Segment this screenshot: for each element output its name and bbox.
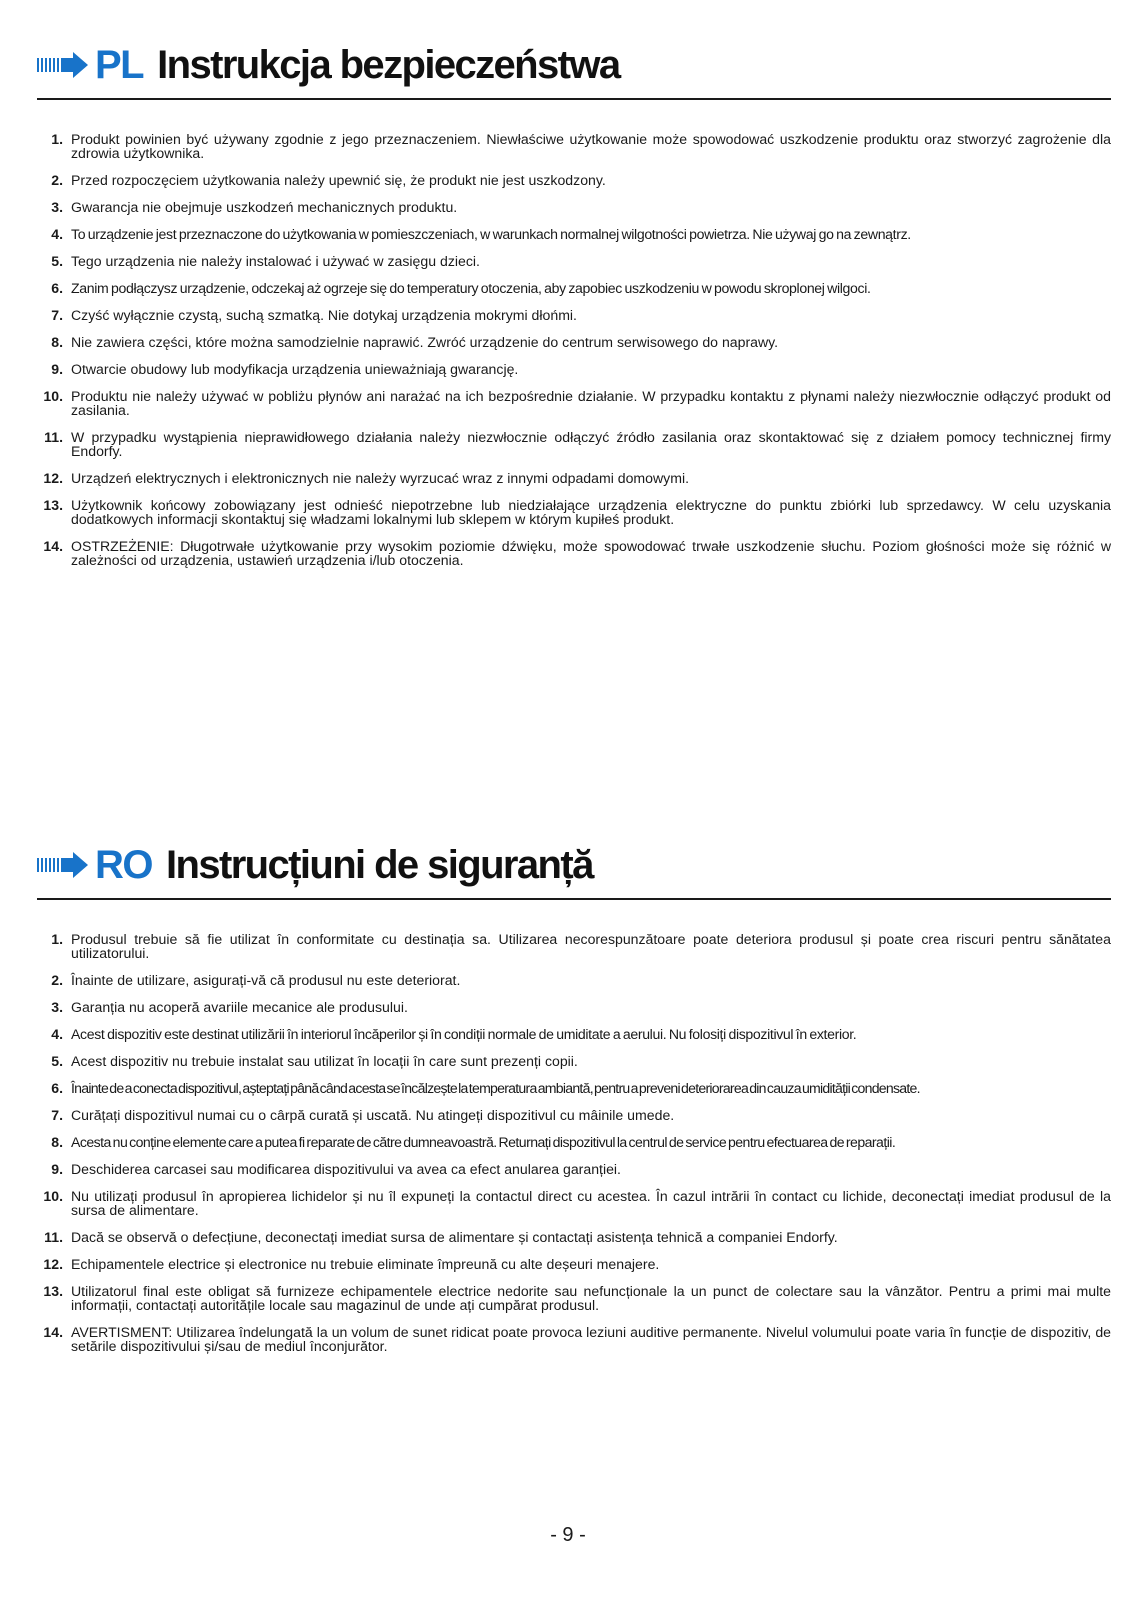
item-number: 12.: [43, 1256, 63, 1272]
item-text: Nie zawiera części, które można samodzielnie naprawić. Zwróć urządzenie do centrum serwisowego do naprawy.: [71, 334, 779, 350]
item-number: 3.: [51, 999, 63, 1015]
item-text: Produktu nie należy używać w pobliżu płynów ani narażać na ich bezpośrednie działanie. W przypadku kontaktu z płynami należy niezwłocznie odłączyć produkt od zasilania.: [71, 388, 1111, 418]
item-number: 7.: [51, 1107, 63, 1123]
list-item: [37, 254, 1111, 268]
item-number: 6.: [51, 1080, 63, 1096]
item-number: 11.: [44, 429, 63, 445]
item-text: Gwarancja nie obejmuje uszkodzeń mechanicznych produktu.: [71, 199, 458, 215]
list-item: [37, 1230, 1111, 1244]
list-item: [37, 281, 1111, 295]
item-text: Zanim podłączysz urządzenie, odczekaj aż ogrzeje się do temperatury otoczenia, aby zapobiec uszkodzeniu w powodu skroplonej wilgoci.: [71, 280, 871, 296]
list-item: [37, 173, 1111, 187]
item-text: Otwarcie obudowy lub modyfikacja urządzenia unieważniają gwarancję.: [71, 361, 519, 377]
item-text: Garanția nu acoperă avariile mecanice ale produsului.: [71, 999, 408, 1015]
item-number: 14.: [43, 1324, 63, 1340]
list-item: [37, 1081, 1111, 1095]
item-text: Înainte de a conecta dispozitivul, așteptați până când acesta se încălzește la temperatura ambiantă, pentru a preveni deteriorarea din cauza umidității condensate.: [71, 1080, 920, 1096]
item-number: 2.: [51, 172, 63, 188]
language-code: PL: [95, 42, 144, 87]
list-item: [37, 973, 1111, 987]
item-text: W przypadku wystąpienia nieprawidłowego działania należy niezwłocznie odłączyć źródło zasilania oraz skontaktować się z działem pomocy technicznej firmy Endorfy.: [71, 429, 1111, 459]
item-number: 5.: [51, 253, 63, 269]
item-number: 13.: [43, 497, 63, 513]
item-text: Curățați dispozitivul numai cu o cârpă curată și uscată. Nu atingeți dispozitivul cu mâinile umede.: [71, 1107, 675, 1123]
list-item: [37, 335, 1111, 349]
item-text: To urządzenie jest przeznaczone do użytkowania w pomieszczeniach, w warunkach normalnej wilgotności powietrza. Nie używaj go na zewnątrz.: [71, 226, 911, 242]
item-number: 14.: [43, 538, 63, 554]
section-heading: [37, 838, 1111, 900]
list-item: [37, 498, 1111, 526]
list-item: [37, 308, 1111, 322]
list-item: [37, 132, 1111, 160]
item-text: Nu utilizați produsul în apropierea lichidelor și nu îl expuneți la contactul direct cu acestea. În cazul intrării în contact cu lichide, deconectați imediat produsul de la sursa de alimentare.: [71, 1188, 1111, 1218]
list-item: [37, 362, 1111, 376]
language-code: RO: [95, 842, 152, 887]
arrow-right-icon: [37, 51, 89, 79]
item-number: 5.: [51, 1053, 63, 1069]
item-text: Urządzeń elektrycznych i elektronicznych nie należy wyrzucać wraz z innymi odpadami domowymi.: [71, 470, 690, 486]
list-item: [37, 1325, 1111, 1353]
list-item: [37, 1027, 1111, 1041]
list-item: [37, 430, 1111, 458]
section-ro: [37, 838, 1111, 1353]
list-item: [37, 200, 1111, 214]
list-item: [37, 227, 1111, 241]
item-number: 9.: [51, 361, 63, 377]
arrow-right-icon: [37, 851, 89, 879]
item-number: 1.: [51, 931, 63, 947]
list-item: [37, 1284, 1111, 1312]
item-text: OSTRZEŻENIE: Długotrwałe użytkowanie przy wysokim poziomie dźwięku, może spowodować trwałe uszkodzenie słuchu. Poziom głośności może się różnić w zależności od urządzenia, ustawień urządzenia i/lub otoczenia.: [71, 538, 1111, 568]
list-item: [37, 1108, 1111, 1122]
item-text: Utilizatorul final este obligat să furnizeze echipamentele electrice nedorite sau nefuncționale la un punct de colectare sau la vânzător. Pentru a primi mai multe informații, contactați autoritățile locale sau magazinul de unde ați cumpărat produsul.: [71, 1283, 1111, 1313]
section-heading: [37, 38, 1111, 100]
item-text: Produkt powinien być używany zgodnie z jego przeznaczeniem. Niewłaściwe użytkowanie może spowodować uszkodzenie produktu oraz stworzyć zagrożenie dla zdrowia użytkownika.: [71, 131, 1111, 161]
item-text: Acesta nu conține elemente care a putea fi reparate de către dumneavoastră. Returnați dispozitivul la centrul de service pentru efectuarea de reparații.: [71, 1134, 896, 1150]
item-number: 7.: [51, 307, 63, 323]
item-text: Echipamentele electrice și electronice nu trebuie eliminate împreună cu alte deșeuri menajere.: [71, 1256, 660, 1272]
list-item: [37, 471, 1111, 485]
item-text: Użytkownik końcowy zobowiązany jest odnieść niepotrzebne lub niedziałające urządzenia elektryczne do punktu zbiórki lub sprzedawcy. W celu uzyskania dodatkowych informacji skontaktuj się władzami lokalnymi lub sklepem w którym kupiłeś produkt.: [71, 497, 1111, 527]
list-item: [37, 389, 1111, 417]
item-number: 3.: [51, 199, 63, 215]
safety-list: [37, 932, 1111, 1353]
list-item: [37, 1054, 1111, 1068]
item-number: 8.: [51, 334, 63, 350]
list-item: [37, 539, 1111, 567]
section-pl: [37, 38, 1111, 567]
item-text: Acest dispozitiv nu trebuie instalat sau utilizat în locații în care sunt prezenți copii.: [71, 1053, 578, 1069]
list-item: [37, 1162, 1111, 1176]
item-number: 10.: [43, 388, 63, 404]
item-text: Înainte de utilizare, asigurați-vă că produsul nu este deteriorat.: [71, 972, 461, 988]
item-number: 11.: [44, 1229, 63, 1245]
item-number: 4.: [51, 1026, 63, 1042]
list-item: [37, 1189, 1111, 1217]
item-text: Tego urządzenia nie należy instalować i używać w zasięgu dzieci.: [71, 253, 480, 269]
safety-list: [37, 132, 1111, 567]
page-number: - 9 -: [550, 1524, 586, 1546]
item-number: 13.: [43, 1283, 63, 1299]
item-number: 4.: [51, 226, 63, 242]
item-number: 1.: [51, 131, 63, 147]
item-number: 6.: [51, 280, 63, 296]
item-text: Produsul trebuie să fie utilizat în conformitate cu destinația sa. Utilizarea necorespunzătoare poate deteriora produsul și poate crea riscuri pentru sănătatea utilizatorului.: [71, 931, 1111, 961]
item-text: Przed rozpoczęciem użytkowania należy upewnić się, że produkt nie jest uszkodzony.: [71, 172, 606, 188]
list-item: [37, 1000, 1111, 1014]
item-text: Czyść wyłącznie czystą, suchą szmatką. Nie dotykaj urządzenia mokrymi dłońmi.: [71, 307, 577, 323]
item-number: 8.: [51, 1134, 63, 1150]
section-title: Instrukcja bezpieczeństwa: [157, 42, 620, 87]
item-text: Acest dispozitiv este destinat utilizării în interiorul încăperilor și în condiții normale de umiditate a aerului. Nu folosiți dispozitivul în exterior.: [71, 1026, 857, 1042]
item-number: 2.: [51, 972, 63, 988]
list-item: [37, 1135, 1111, 1149]
list-item: [37, 932, 1111, 960]
item-text: AVERTISMENT: Utilizarea îndelungată la un volum de sunet ridicat poate provoca leziuni auditive permanente. Nivelul volumului poate varia în funcție de dispozitiv, de setările dispozitivului și/sau de mediul înconjurător.: [71, 1324, 1111, 1354]
list-item: [37, 1257, 1111, 1271]
item-number: 10.: [43, 1188, 63, 1204]
item-number: 9.: [51, 1161, 63, 1177]
item-text: Dacă se observă o defecțiune, deconectați imediat sursa de alimentare și contactați asistența tehnică a companiei Endorfy.: [71, 1229, 838, 1245]
item-text: Deschiderea carcasei sau modificarea dispozitivului va avea ca efect anularea garanției.: [71, 1161, 621, 1177]
section-title: Instrucțiuni de siguranță: [166, 842, 593, 887]
item-number: 12.: [43, 470, 63, 486]
